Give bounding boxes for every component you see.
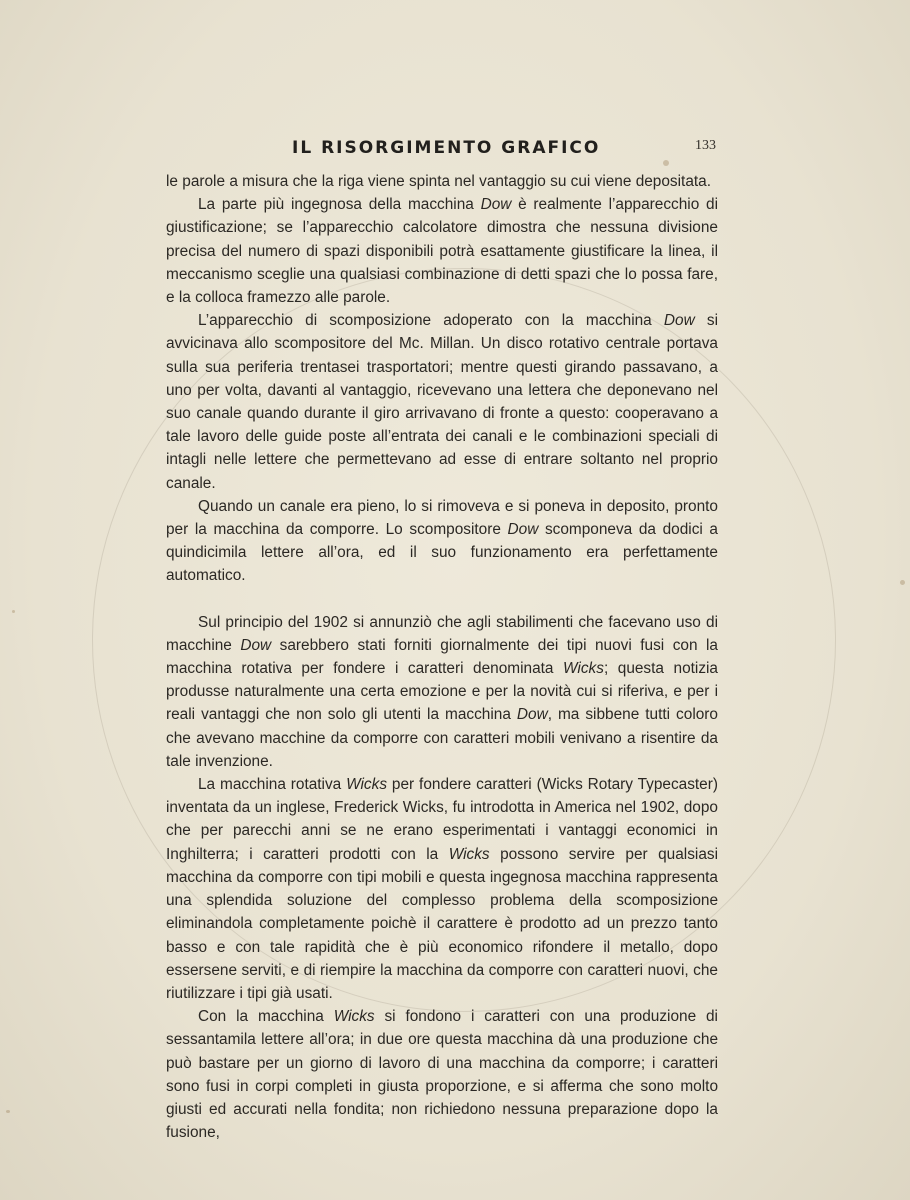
running-title: IL RISORGIMENTO GRAFICO xyxy=(292,138,601,158)
paper-speck xyxy=(6,1110,10,1113)
italic-term: Wicks xyxy=(333,1008,375,1026)
italic-term: Dow xyxy=(516,706,548,724)
paragraph: La parte più ingegnosa della macchina Dow è realmente l’apparecchio di giustificazione; se l’apparecchio calcolatore dimostra che nessuna divisione precisa del numero di spazi disponibili potrà esattamente giustificare la linea, il meccanismo sceglie una qualsiasi combinazione di detti spazi che lo possa fare, e la colloca framezzo alle parole. xyxy=(166,196,718,307)
page-header xyxy=(0,136,910,166)
paper-speck xyxy=(900,580,905,585)
paragraph: La macchina rotativa Wicks per fondere caratteri (Wicks Rotary Typecaster) inventata da un inglese, Frederick Wicks, fu introdotta in America nel 1902, dopo che per parecchi anni se ne erano esperimentati i vantaggi economici in Inghilterra; i caratteri prodotti con la Wicks possono servire per qualsiasi macchina da comporre con tipi mobili e questa ingegnosa macchina rappresenta una splendida soluzione del complesso problema della scomposizione eliminandola completamente poichè il carattere è prodotto ad un prezzo tanto basso e con tale rapidità che è più economico rifondere il metallo, dopo essersene serviti, e di riempire la macchina da comporre con caratteri nuovi, che riutilizzare i tipi già usati. xyxy=(166,776,718,1002)
italic-term: Dow xyxy=(240,636,272,654)
paragraph: Con la macchina Wicks si fondono i caratteri con una produzione di sessantamila lettere all’ora; in due ore questa macchina dà una produzione che può bastare per un giorno di lavoro di una macchina da comporre; i caratteri sono fusi in corpi completi in giusta proporzione, e si afferma che sono molto giusti ed accurati nella fondita; non richiedono nessuna preparazione dopo la fusione, xyxy=(166,1008,718,1142)
paper-speck xyxy=(12,610,15,613)
italic-term: Dow xyxy=(507,521,539,539)
italic-term: Wicks xyxy=(563,660,604,678)
italic-term: Dow xyxy=(480,196,512,214)
page-number: 133 xyxy=(695,138,716,153)
paragraph-continuation: le parole a misura che la riga viene spinta nel vantaggio su cui viene depositata. xyxy=(166,173,711,190)
paragraph: Sul principio del 1902 si annunziò che agli stabilimenti che facevano uso di macchine Dow sarebbero stati forniti giornalmente dei tipi nuovi fusi con la macchina rotativa per fondere i caratteri denominata Wicks; questa notizia produsse naturalmente una certa emozione e per la novità cui si riferiva, e per i reali vantaggi che non solo gli utenti la macchina Dow, ma sibbene tutti coloro che avevano macchine da comporre con caratteri mobili venivano a risentire da tale invenzione. xyxy=(166,613,718,770)
italic-term: Dow xyxy=(663,312,695,330)
paragraph: L’apparecchio di scomposizione adoperato con la macchina Dow si avvicinava allo scompositore del Mc. Millan. Un disco rotativo centrale portava sulla sua periferia trentasei trasportatori; mentre questi girando passavano, a uno per volta, davanti al vantaggio, ricevevano una lettera che deponevano nel suo canale quando durante il giro arrivavano di fronte a questo: cooperavano a tale lavoro delle guide poste all’entrata dei canali e le combinazioni speciali di intagli nelle lettere che permettevano ad esse di entrare soltanto nel proprio canale. xyxy=(166,312,718,492)
italic-term: Wicks xyxy=(346,776,388,794)
italic-term: Wicks xyxy=(448,845,490,863)
paragraph: Quando un canale era pieno, lo si rimoveva e si poneva in deposito, pronto per la macchina da comporre. Lo scompositore Dow scomponeva da dodici a quindicimila lettere all’ora, ed il suo funzionamento era perfettamente automatico. xyxy=(166,497,718,585)
body-text xyxy=(166,170,718,1144)
